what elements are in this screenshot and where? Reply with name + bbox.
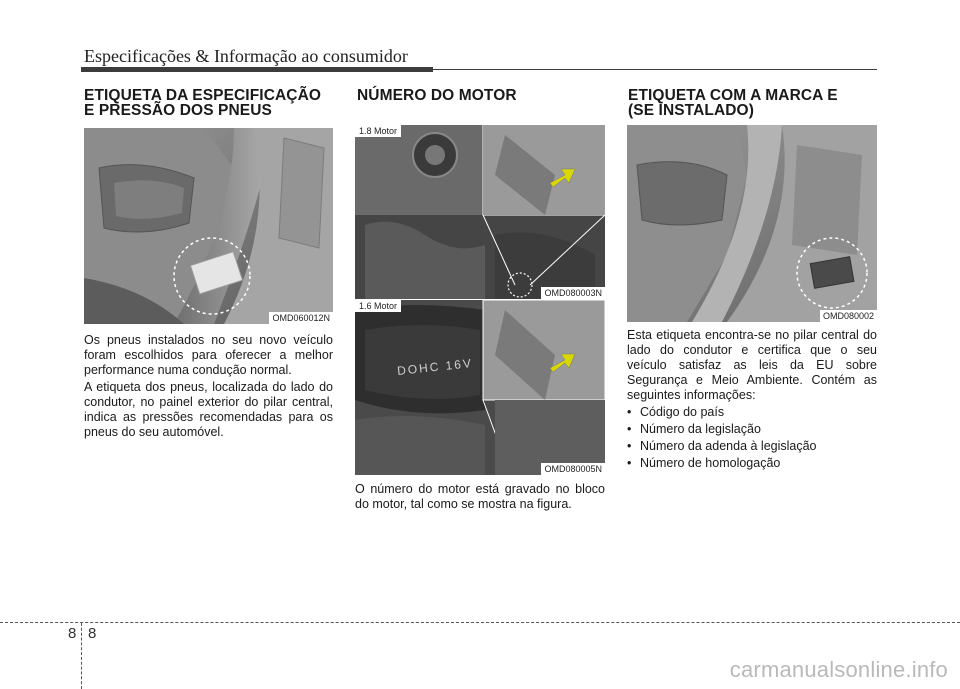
engine-1-6-photo [355,300,605,475]
footer-divider [0,622,960,623]
engine-paragraph: O número do motor está gravado no bloco do motor, tal como se mostra na figura. [355,482,605,511]
list-item: • Número da adenda à legislação [627,438,877,455]
brand-paragraph: Esta etiqueta encontra-se no pilar central do lado do condutor e certifica que o seu veículo satisfaz as leis da EU sobre Segurança e Meio Ambiente. Contém as seguintes informações: [627,328,877,402]
tire-label-photo [84,128,333,324]
tire-paragraph-1: Os pneus instalados no seu novo veículo foram escolhidos para oferecer a melhor performance numa condução normal. [84,333,333,377]
engine-1-6-label: 1.6 Motor [355,300,401,312]
center-pillar-illustration [627,125,877,322]
header-bar [81,67,433,72]
brand-label-photo [627,125,877,322]
tire-paragraph-2: A etiqueta dos pneus, localizada do lado do condutor, no painel exterior do pilar central, indica as pressões recomendadas para os pneus do seu automóvel. [84,380,333,439]
engine-1-8-label: 1.8 Motor [355,125,401,137]
page-number: 8 [88,625,97,642]
engine-1-6-code: OMD080005N [541,463,605,475]
brand-label-heading-line2: (SE INSTALADO) [628,102,754,119]
engine-badge: DOHC 16V [396,356,474,378]
brand-label-heading [628,88,838,118]
header-rule [433,69,877,70]
brand-info-list [627,404,877,472]
tire-label-heading-line2: E PRESSÃO DOS PNEUS [84,102,272,119]
chapter-number: 8 [68,625,77,642]
tire-label-heading [84,88,321,118]
door-pillar-illustration [84,128,333,324]
tire-label-heading-line1: ETIQUETA DA ESPECIFICAÇÃO [84,87,322,104]
tire-photo-code: OMD060012N [269,312,333,324]
engine-1-8-photo [355,125,605,299]
engine-number-heading: NÚMERO DO MOTOR [357,87,517,104]
brand-photo-code: OMD080002 [820,310,877,322]
engine-1-6-illustration [355,300,605,475]
list-item: • Código do país [627,404,877,421]
watermark: carmanualsonline.info [729,657,948,682]
list-item: • Número da legislação [627,421,877,438]
engine-1-8-code: OMD080003N [541,287,605,299]
page-header-title: Especificações & Informação ao consumidor [84,46,408,66]
list-item: • Número de homologação [627,455,877,472]
brand-label-heading-line1: ETIQUETA COM A MARCA E [628,87,838,104]
footer-vertical-divider [81,623,82,689]
engine-1-8-illustration [355,125,605,299]
